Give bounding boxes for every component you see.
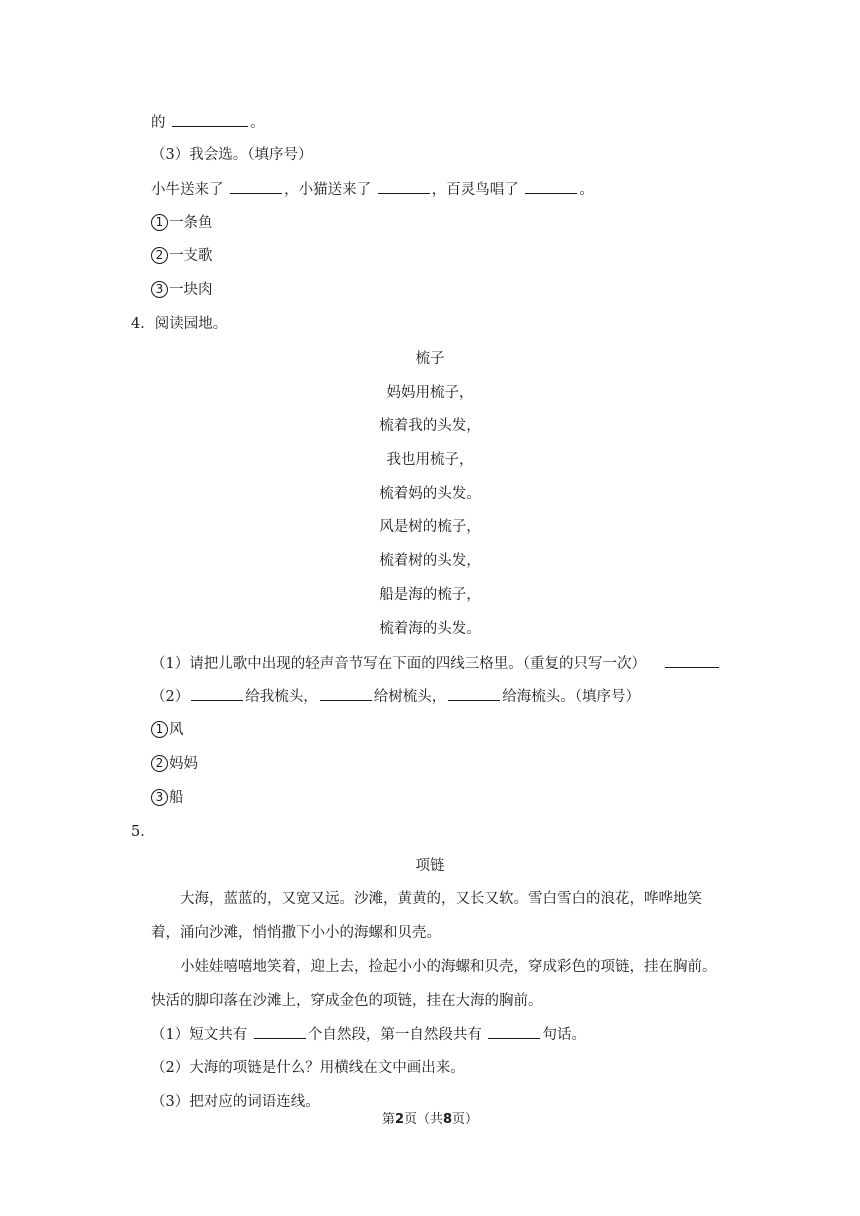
poem-line: 我也用梳子， bbox=[386, 452, 474, 468]
q3-part3-sentence bbox=[151, 179, 594, 200]
option-item bbox=[151, 246, 213, 266]
option-item bbox=[151, 720, 184, 740]
answer-blank[interactable] bbox=[525, 179, 577, 194]
q4-part1-text: （1）请把儿歌中出现的轻声音节写在下面的四线三格里。（重复的只写一次） bbox=[151, 656, 646, 672]
sentence-segment: 给我梳头， bbox=[245, 689, 318, 705]
poem-line: 梳着妈的头发。 bbox=[379, 486, 481, 502]
circled-number: 2 bbox=[151, 247, 168, 264]
option-item bbox=[151, 213, 213, 233]
page-footer bbox=[0, 1110, 860, 1130]
q5-heading: 5． bbox=[131, 824, 155, 840]
sentence-segment: 给海梳头。（填序号） bbox=[502, 689, 640, 705]
sentence-segment: （2） bbox=[151, 689, 190, 705]
passage-line: 着，涌向沙滩，悄悄撒下小小的海螺和贝壳。 bbox=[151, 925, 441, 941]
sentence-segment: 句话。 bbox=[542, 1027, 586, 1043]
poem-line: 风是树的梳子， bbox=[379, 519, 481, 535]
circled-number: 3 bbox=[151, 281, 168, 298]
circled-number: 3 bbox=[151, 789, 168, 806]
poem-line: 梳着我的头发， bbox=[379, 418, 481, 434]
footer-text: 第 bbox=[381, 1112, 395, 1127]
passage-line: 快活的脚印落在沙滩上，穿成金色的项链，挂在大海的胸前。 bbox=[151, 993, 543, 1009]
q3-suffix: 。 bbox=[250, 115, 265, 131]
option-text: 一条鱼 bbox=[169, 215, 213, 231]
poem-line: 梳着树的头发， bbox=[379, 553, 481, 569]
answer-blank[interactable] bbox=[172, 112, 248, 127]
poem-line: 妈妈用梳子， bbox=[386, 385, 474, 401]
page-number: 2 bbox=[394, 1112, 404, 1127]
answer-blank[interactable] bbox=[254, 1024, 306, 1039]
option-item bbox=[151, 280, 213, 300]
q3-answer-line bbox=[151, 112, 265, 133]
q4-part1 bbox=[151, 653, 721, 674]
passage-line: 小娃娃嘻嘻地笑着，迎上去，捡起小小的海螺和贝壳，穿成彩色的项链，挂在胸前。 bbox=[180, 959, 717, 975]
option-text: 风 bbox=[169, 722, 184, 738]
sentence-segment: （1）短文共有 bbox=[151, 1027, 248, 1043]
q4-heading: 4．阅读园地。 bbox=[131, 316, 228, 332]
option-item bbox=[151, 788, 184, 808]
sentence-segment: 小牛送来了 bbox=[151, 182, 224, 198]
passage-line: 大海，蓝蓝的，又宽又远。沙滩，黄黄的，又长又软。雪白雪白的浪花，哗哗地笑 bbox=[180, 891, 702, 907]
sentence-segment: ，百灵鸟唱了 bbox=[431, 182, 519, 198]
answer-blank[interactable] bbox=[378, 179, 430, 194]
q5-part3: （3）把对应的词语连线。 bbox=[151, 1094, 320, 1110]
sentence-segment: 。 bbox=[579, 182, 594, 198]
answer-blank[interactable] bbox=[320, 686, 372, 701]
answer-blank[interactable] bbox=[488, 1024, 540, 1039]
circled-number: 1 bbox=[151, 721, 168, 738]
sentence-segment: 给树梳头， bbox=[373, 689, 447, 705]
poem-title: 梳子 bbox=[415, 351, 445, 367]
poem-line: 梳着海的头发。 bbox=[379, 621, 481, 637]
circled-number: 1 bbox=[151, 214, 168, 231]
page-total: 8 bbox=[443, 1112, 453, 1127]
q5-part1 bbox=[151, 1024, 586, 1045]
footer-text: 页） bbox=[452, 1112, 479, 1127]
answer-blank[interactable] bbox=[448, 686, 500, 701]
option-item bbox=[151, 754, 198, 774]
answer-blank[interactable] bbox=[191, 686, 243, 701]
sentence-segment: ，小猫送来了 bbox=[284, 182, 372, 198]
passage-title: 项链 bbox=[415, 858, 445, 874]
footer-text: 页（共 bbox=[403, 1112, 443, 1127]
sentence-segment: 个自然段，第一自然段共有 bbox=[307, 1027, 482, 1043]
q3-part3-heading: （3）我会选。（填序号） bbox=[151, 147, 313, 163]
answer-blank[interactable] bbox=[230, 179, 282, 194]
option-text: 船 bbox=[169, 790, 184, 806]
option-text: 妈妈 bbox=[169, 756, 198, 772]
option-text: 一支歌 bbox=[169, 248, 213, 264]
q3-prefix: 的 bbox=[151, 115, 166, 131]
circled-number: 2 bbox=[151, 755, 168, 772]
q4-part2 bbox=[151, 686, 640, 707]
q5-part2: （2）大海的项链是什么？用横线在文中画出来。 bbox=[151, 1060, 465, 1076]
answer-blank[interactable] bbox=[665, 653, 719, 668]
poem-line: 船是海的梳子， bbox=[379, 587, 481, 603]
option-text: 一块肉 bbox=[169, 282, 213, 298]
